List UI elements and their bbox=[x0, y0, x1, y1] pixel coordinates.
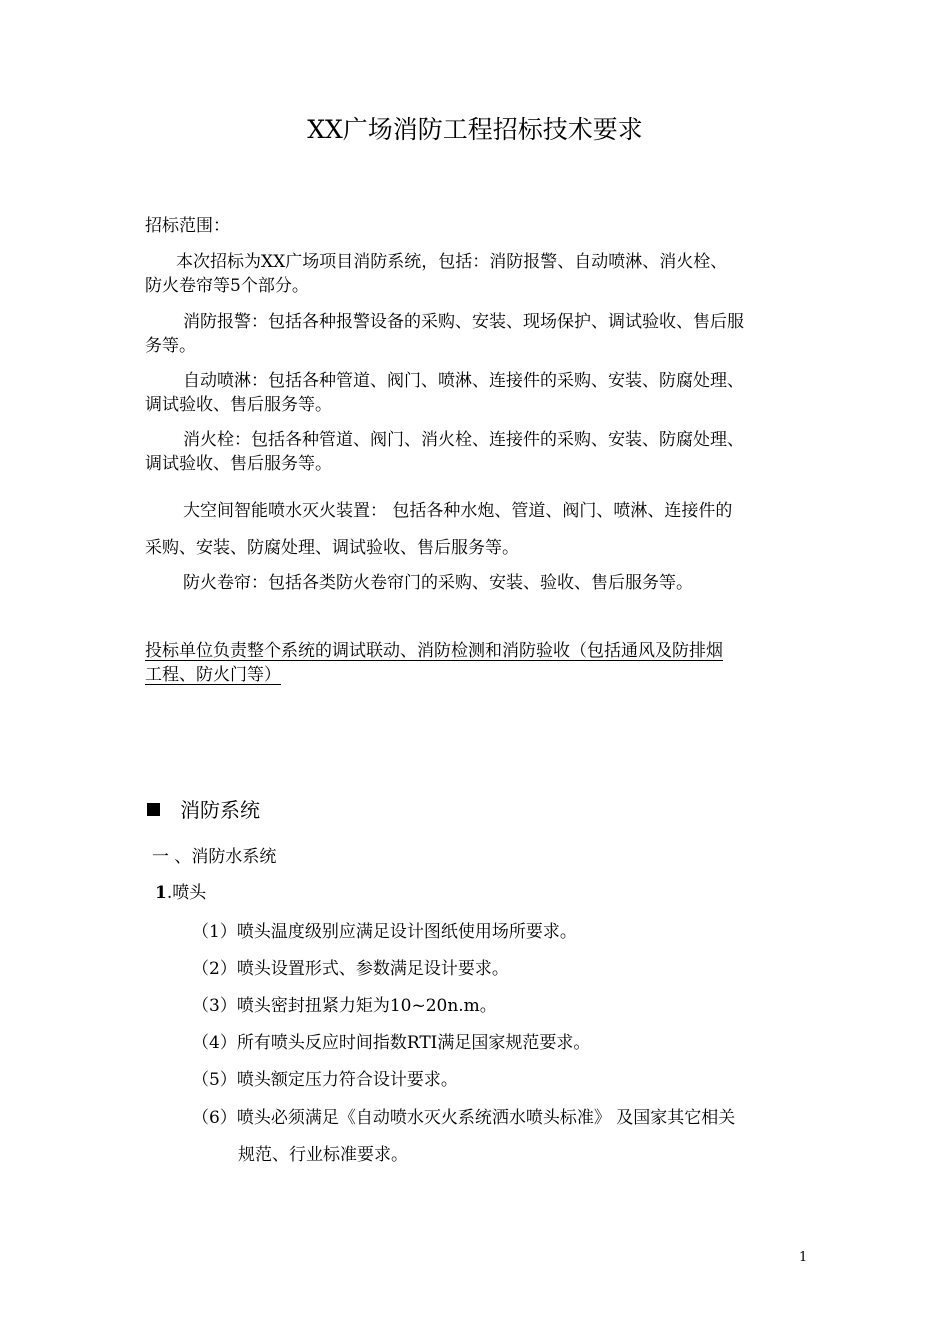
item-heading-row bbox=[155, 881, 206, 905]
requirement-item-6-line-2: 规范、行业标准要求。 bbox=[238, 1145, 408, 1165]
requirement-item: （2）喷头设置形式、参数满足设计要求。 bbox=[192, 959, 509, 979]
responsibility-line-2: 工程、防火门等） bbox=[145, 665, 281, 685]
item-number: 1 bbox=[155, 883, 167, 903]
section-heading-row bbox=[147, 796, 260, 824]
intro-line-1: 本次招标为XX广场项目消防系统，包括：消防报警、自动喷淋、消火栓、 bbox=[176, 252, 728, 272]
square-bullet-icon bbox=[147, 803, 160, 816]
cannon-line-1: 大空间智能喷水灭火装置： 包括各种水炮、管道、阀门、喷淋、连接件的 bbox=[183, 501, 733, 521]
scope-heading: 招标范围： bbox=[145, 216, 230, 236]
hydrant-line-1: 消火栓：包括各种管道、阀门、消火栓、连接件的采购、安装、防腐处理、 bbox=[183, 430, 744, 450]
alarm-line-2: 务等。 bbox=[145, 336, 196, 356]
sprinkler-line-1: 自动喷淋：包括各种管道、阀门、喷淋、连接件的采购、安装、防腐处理、 bbox=[183, 371, 744, 391]
sprinkler-line-2: 调试验收、售后服务等。 bbox=[145, 395, 332, 415]
page-number: 1 bbox=[799, 1250, 808, 1265]
shutter-line: 防火卷帘：包括各类防火卷帘门的采购、安装、验收、售后服务等。 bbox=[183, 573, 693, 593]
requirement-item: （4）所有喷头反应时间指数RTI满足国家规范要求。 bbox=[192, 1033, 591, 1053]
subsection-heading: 一 、消防水系统 bbox=[152, 847, 277, 867]
item-title: .喷头 bbox=[166, 883, 207, 903]
requirement-item: （5）喷头额定压力符合设计要求。 bbox=[192, 1070, 458, 1090]
requirement-item: （3）喷头密封扭紧力矩为10~20n.m。 bbox=[192, 996, 497, 1016]
responsibility-line-1: 投标单位负责整个系统的调试联动、消防检测和消防验收（包括通风及防排烟 bbox=[145, 641, 723, 661]
requirement-item: （1）喷头温度级别应满足设计图纸使用场所要求。 bbox=[192, 922, 577, 942]
section-heading: 消防系统 bbox=[180, 798, 260, 822]
hydrant-line-2: 调试验收、售后服务等。 bbox=[145, 454, 332, 474]
alarm-line-1: 消防报警：包括各种报警设备的采购、安装、现场保护、调试验收、售后服 bbox=[183, 312, 744, 332]
cannon-line-2: 采购、安装、防腐处理、调试验收、售后服务等。 bbox=[145, 538, 519, 558]
intro-line-2: 防火卷帘等5个部分。 bbox=[145, 276, 309, 296]
document-title: XX广场消防工程招标技术要求 bbox=[307, 115, 643, 144]
requirement-item-6-line-1: （6）喷头必须满足《自动喷水灭火系统洒水喷头标准》 及国家其它相关 bbox=[192, 1108, 736, 1128]
